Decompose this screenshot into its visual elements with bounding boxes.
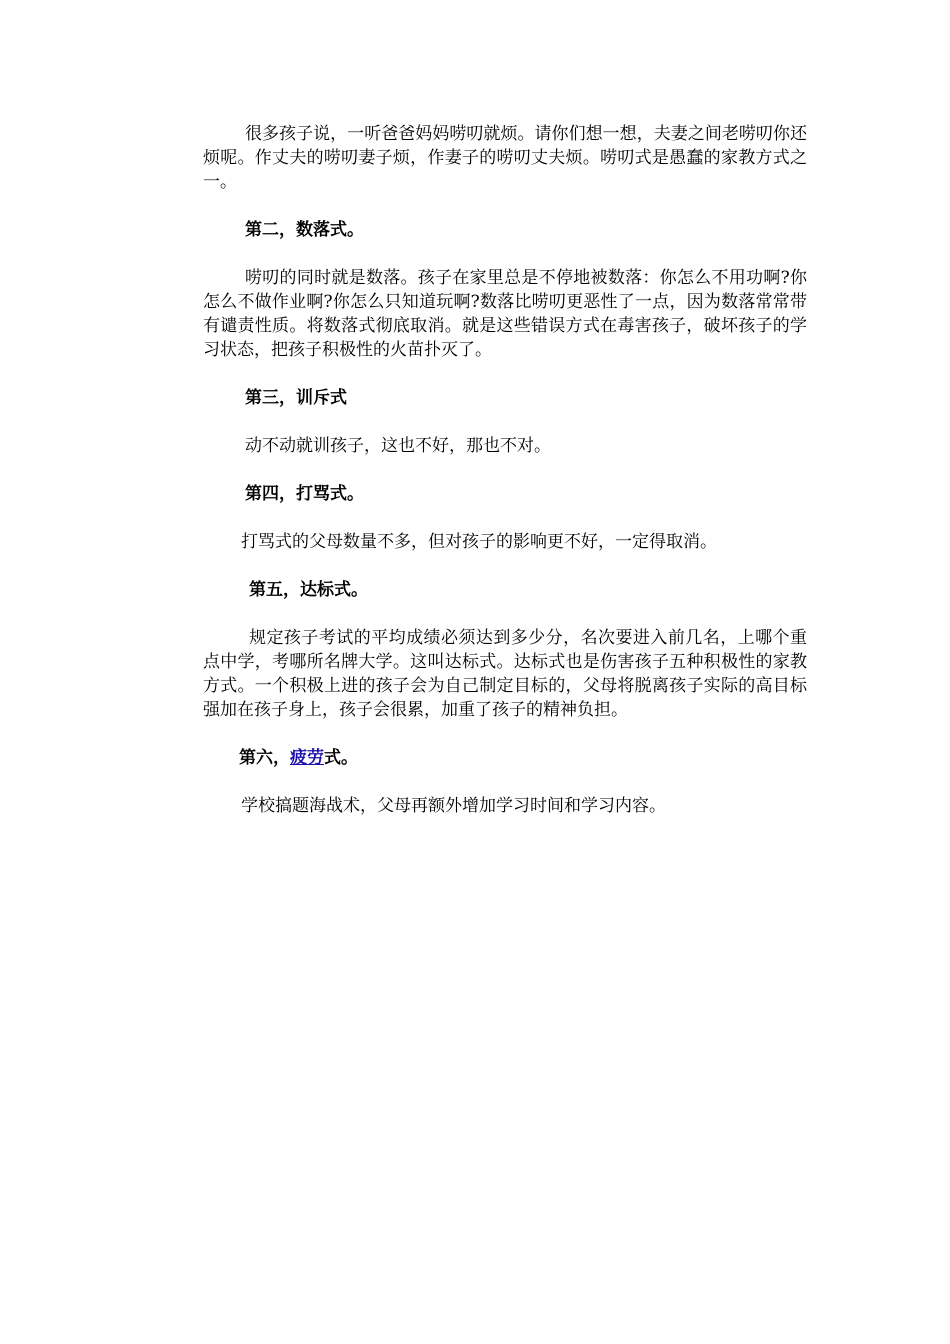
heading-second: 第二，数落式。	[245, 220, 364, 240]
paragraph-nagging: 很多孩子说，一听爸爸妈妈唠叨就烦。请你们想一想，夫妻之间老唠叨你还烦呢。作丈夫的唠叨妻子烦，作妻子的唠叨丈夫烦。唠叨式是愚蠢的家教方式之一。	[203, 124, 807, 192]
paragraph-fatigue: 学校搞题海战术，父母再额外增加学习时间和学习内容。	[241, 796, 666, 816]
spacer	[203, 362, 807, 386]
paragraph-scolding-list: 唠叨的同时就是数落。孩子在家里总是不停地被数落：你怎么不用功啊?你怎么不做作业啊?你怎么只知道玩啊?数落比唠叨更恶性了一点，因为数落常常带有谴责性质。将数落式彻底取消。就是这些错误方式在毒害孩子，破坏孩子的学习状态，把孩子积极性的火苗扑灭了。	[203, 268, 807, 360]
spacer	[203, 506, 807, 530]
spacer	[203, 770, 807, 794]
heading-sixth	[203, 746, 807, 770]
paragraph-reprimand: 动不动就训孩子，这也不好，那也不对。	[245, 436, 551, 456]
spacer	[203, 722, 807, 746]
heading-third: 第三，训斥式	[245, 388, 347, 408]
document-page	[203, 122, 807, 818]
heading-fifth: 第五，达标式。	[249, 580, 368, 600]
spacer	[203, 242, 807, 266]
paragraph-beating: 打骂式的父母数量不多，但对孩子的影响更不好，一定得取消。	[241, 532, 717, 552]
spacer	[203, 194, 807, 218]
spacer	[203, 410, 807, 434]
heading-sixth-suffix: 式。	[324, 748, 358, 768]
spacer	[203, 602, 807, 626]
spacer	[203, 554, 807, 578]
fatigue-link[interactable]: 疲劳	[290, 748, 324, 768]
spacer	[203, 458, 807, 482]
paragraph-target: 规定孩子考试的平均成绩必须达到多少分，名次要进入前几名，上哪个重点中学，考哪所名牌大学。这叫达标式。达标式也是伤害孩子五种积极性的家教方式。一个积极上进的孩子会为自己制定目标的，父母将脱离孩子实际的高目标强加在孩子身上，孩子会很累，加重了孩子的精神负担。	[203, 628, 807, 720]
heading-sixth-prefix: 第六，	[239, 748, 290, 768]
heading-fourth: 第四，打骂式。	[245, 484, 364, 504]
